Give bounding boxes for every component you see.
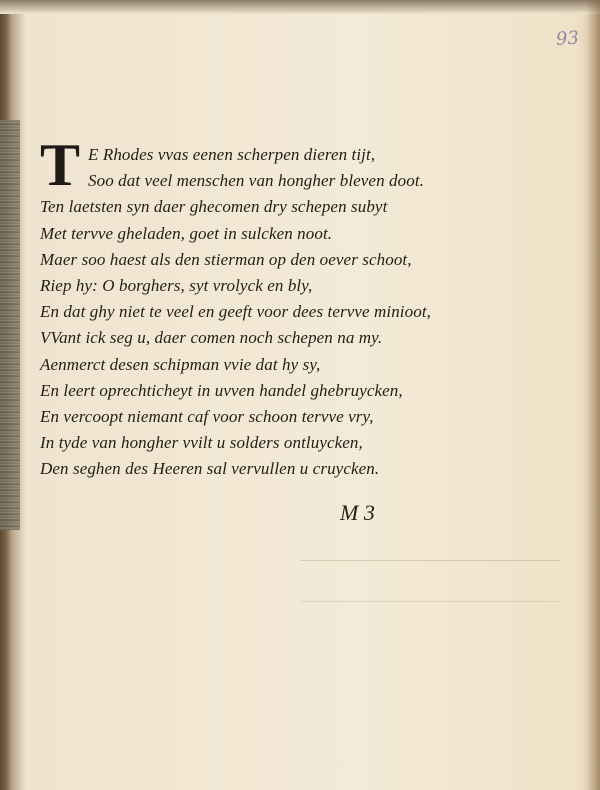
poem-line: Met tervve gheladen, goet in sulcken noot. (40, 223, 333, 243)
poem-line: Den seghen des Heeren sal vervullen u cruycken. (40, 459, 380, 479)
poem-line: VVant ick seg u, daer comen noch schepen na my. (40, 328, 383, 348)
drop-cap: T (40, 132, 81, 198)
poem-line: Soo dat veel menschen van hongher bleven doot. (88, 171, 424, 191)
poem-line: Ten laetsten syn daer ghecomen dry schepen subyt (40, 197, 388, 217)
show-through-rules (300, 560, 560, 602)
facing-page-engraving (0, 120, 20, 530)
poem (40, 142, 560, 482)
page-right-edge (586, 0, 600, 790)
page-top-edge (0, 0, 600, 14)
poem-line: En leert oprechticheyt in uvven handel ghebruycken, (40, 380, 403, 400)
poem-line: In tyde van hongher vvilt u solders ontluycken, (40, 433, 363, 453)
page-number: 93 (555, 27, 580, 51)
poem-line: Aenmerct desen schipman vvie dat hy sy, (40, 354, 321, 374)
show-through-text (40, 80, 500, 140)
poem-line: E Rhodes vvas eenen scherpen dieren tijt, (88, 145, 376, 164)
poem-line: En dat ghy niet te veel en geeft voor dees tervve minioot, (40, 302, 431, 322)
poem-line: Maer soo haest als den stierman op den oever schoot, (40, 249, 412, 269)
poem-line: Riep hy: O borghers, syt vrolyck en bly, (40, 275, 313, 295)
signature-mark: M 3 (340, 500, 375, 525)
poem-line: En vercoopt niemant caf voor schoon tervve vry, (40, 406, 374, 426)
